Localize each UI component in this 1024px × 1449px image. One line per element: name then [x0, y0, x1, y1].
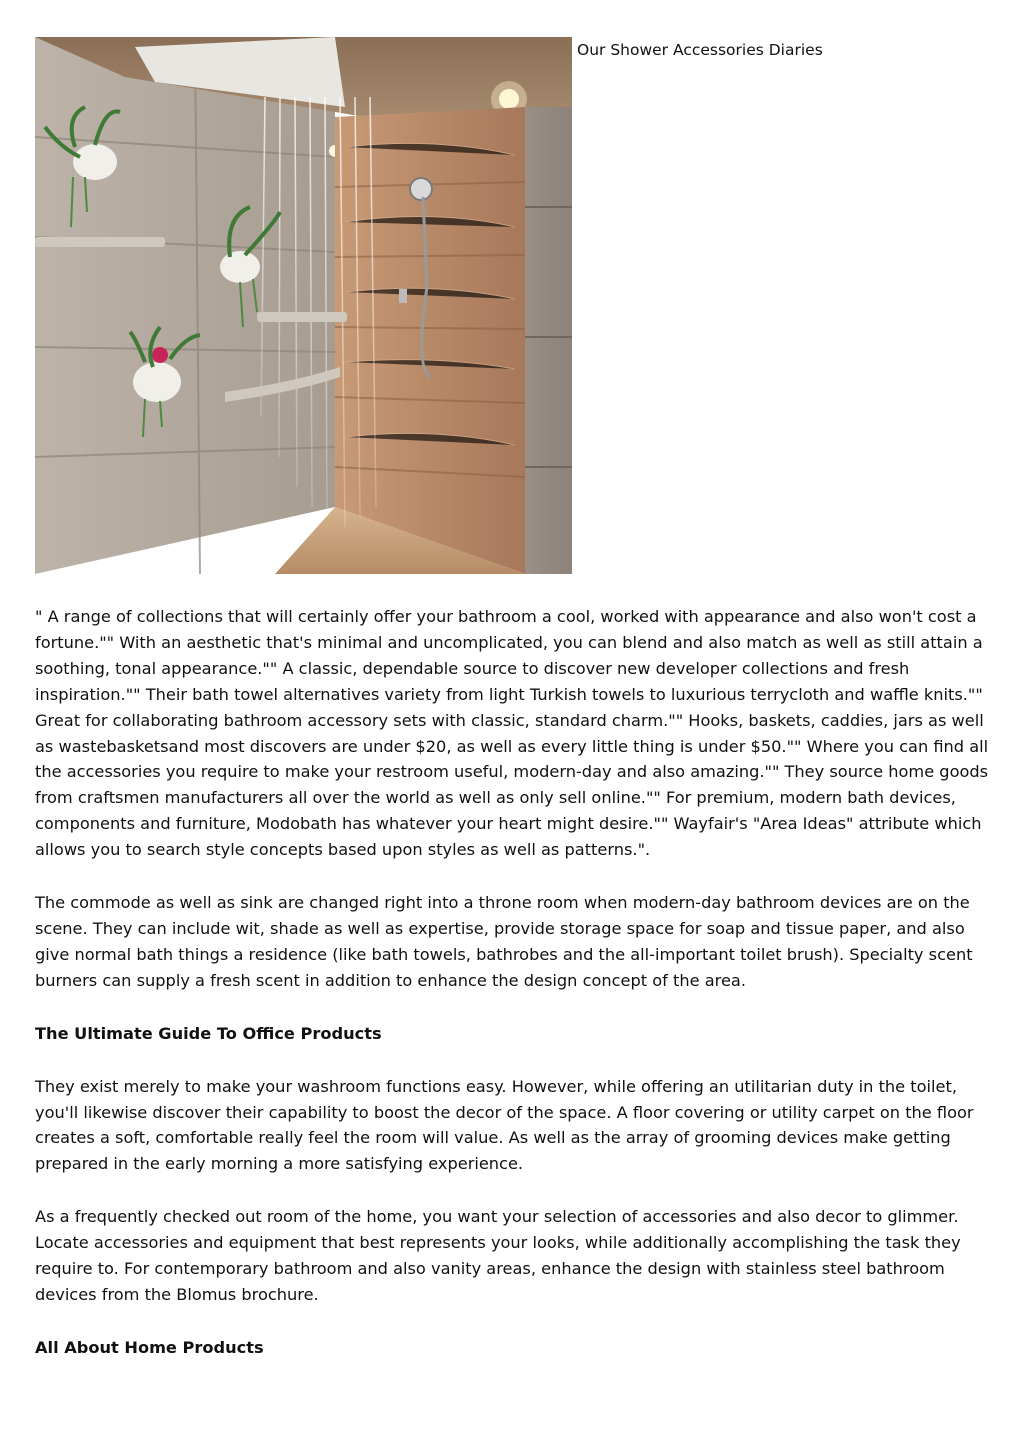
paragraph-1: " A range of collections that will certainly offer your bathroom a cool, worked with appearance and also won't cost a fortune."" With an aesthetic that's minimal and uncomplicated, you can blend and also match as well as still attain a soothing, tonal appearance."" A classic, dependable source to discover new developer collections and fresh inspiration."" Their bath towel alternatives variety from light Turkish towels to luxurious terrycloth and waffle knits."" Great for collaborating bathroom accessory sets with classic, standard charm."" Hooks, baskets, caddies, jars as well as wastebasketsand most discovers are under $20, as well as every little thing is under $50."" Where you can find all the accessories you require to make your restroom useful, modern-day and also amazing."" They source home goods from craftsmen manufacturers all over the world as well as only sell online."" For premium, modern bath devices, components and furniture, Modobath has whatever your heart might desire."" Wayfair's "Area Ideas" attribute which allows you to search style concepts based upon styles as well as patterns.". [35, 607, 989, 860]
paragraph-3: They exist merely to make your washroom functions easy. However, while offering an utilitarian duty in the toilet, you'll likewise discover their capability to boost the decor of the space. A floor covering or utility carpet on the floor creates a soft, comfortable really feel the room will value. As well as the array of grooming devices make getting prepared in the early morning a more satisfying experience. [35, 1076, 974, 1174]
article-body [35, 604, 989, 1361]
paragraph-2: The commode as well as sink are changed right into a throne room when modern-day bathroom devices are on the scene. They can include wit, shade as well as expertise, provide storage space for soap and tissue paper, and also give normal bath things a residence (like bath towels, bathrobes and the all-important toilet brush). Specialty scent burners can supply a fresh scent in addition to enhance the design concept of the area. [35, 893, 973, 990]
document-title: Our Shower Accessories Diaries [577, 41, 823, 59]
document-page [35, 37, 989, 1388]
section-heading-office-products: The Ultimate Guide To Office Products [35, 1023, 382, 1043]
header-row [35, 37, 989, 574]
paragraph-4: As a frequently checked out room of the home, you want your selection of accessories and also decor to glimmer. Locate accessories and equipment that best represents your looks, while additionally accomplishing the task they require to. For contemporary bathroom and also vanity areas, enhance the design with stainless steel bathroom devices from the Blomus brochure. [35, 1207, 961, 1304]
section-heading-home-products: All About Home Products [35, 1337, 264, 1357]
shower-photo [35, 37, 572, 574]
